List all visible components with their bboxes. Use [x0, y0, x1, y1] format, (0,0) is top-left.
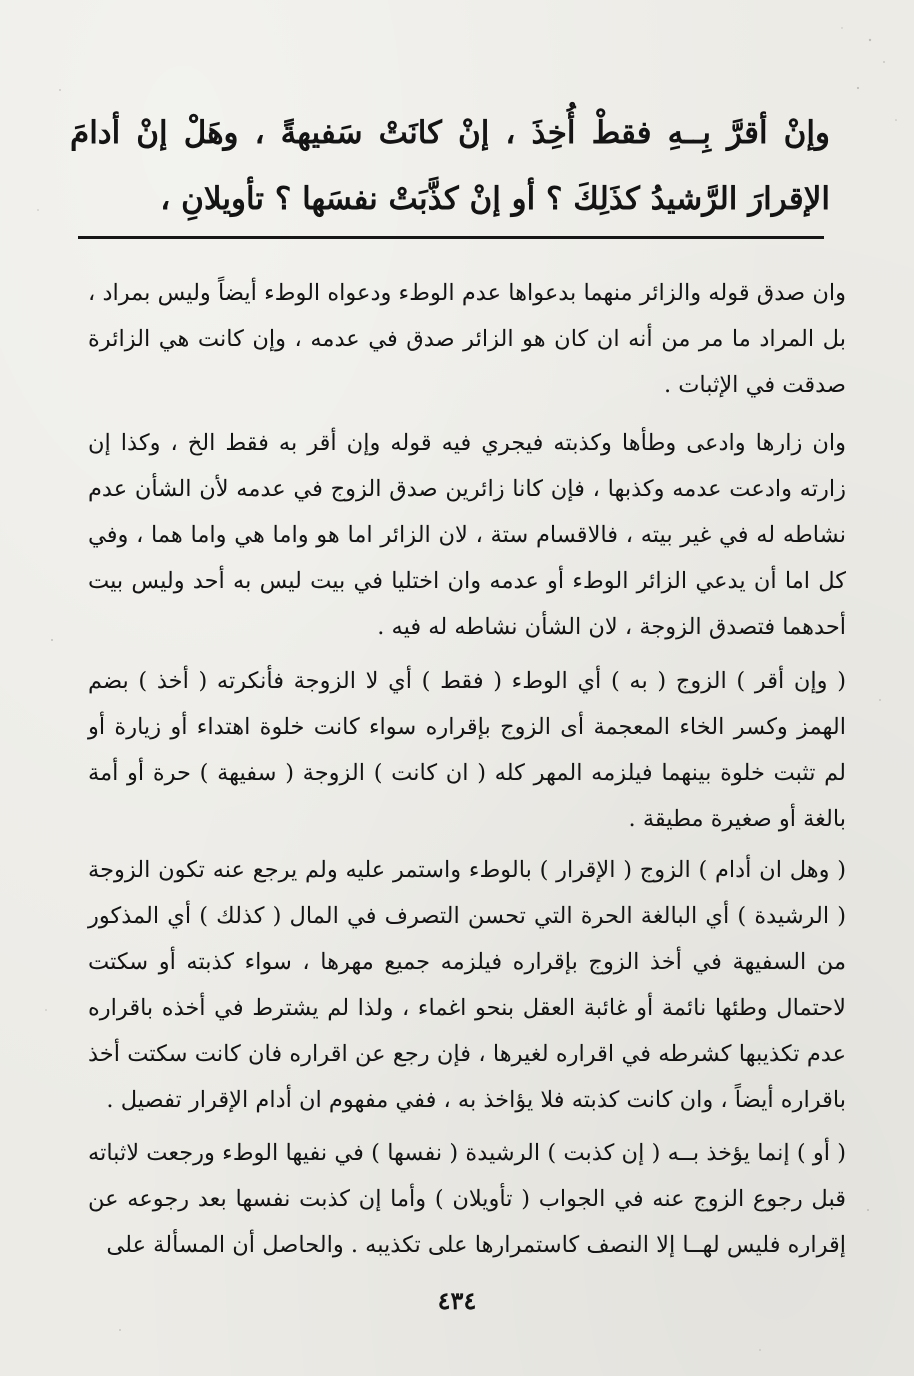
- horizontal-rule: [78, 236, 824, 239]
- commentary-paragraph: وان زارها وادعى وطأها وكذبته فيجري فيه قوله وإن أقر به فقط الخ ، وكذا إن زارته وادعت عدمه وكذبها ، فإن كانا زائرين صدق الزوج في عدمه لأن الشأن عدم نشاطه له في غير بيته ، فالاقسام ستة ، لان الزائر اما هو واما هي واما هما ، وفي كل اما أن يدعي الزائر الوطء أو عدمه وان اختليا في بيت ليس به أحد وليس بيت أحدهما فتصدق الزوجة ، لان الشأن نشاطه له فيه .: [88, 430, 846, 640]
- commentary-paragraph: ( وإن أقر ) الزوج ( به ) أي الوطء ( فقط ) أي لا الزوجة فأنكرته ( أخذ ) بضم الهمز وكسر الخاء المعجمة أى الزوج بإقراره سواء كانت خلوة اهتداء أو زيارة أو لم تثبت خلوة بينهما فيلزمه المهر كله ( ان كانت ) الزوجة ( سفيهة ) حرة أو أمة بالغة أو صغيرة مطيقة .: [88, 668, 846, 832]
- commentary-paragraph: ( أو ) إنما يؤخذ بــه ( إن كذبت ) الرشيدة ( نفسها ) في نفيها الوطء ورجعت لاثباته قبل رجوع الزوج عنه في الجواب ( تأويلان ) وأما إن كذبت نفسها بعد رجوعه عن إقراره فليس لهــا إلا النصف كاستمرارها على تكذيبه . والحاصل أن المسألة على: [88, 1140, 846, 1258]
- commentary-paragraph: ( وهل ان أدام ) الزوج ( الإقرار ) بالوطء واستمر عليه ولم يرجع عنه تكون الزوجة ( الرشيدة ) أي البالغة الحرة التي تحسن التصرف في المال ( كذلك ) أي المذكور من السفيهة في أخذ الزوج بإقراره فيلزمه جميع مهرها ، سواء كذبته أو سكتت لاحتمال وطئها نائمة أو غائبة العقل بنحو اغماء ، ولذا لم يشترط في أخذه باقراره عدم تكذيبها كشرطه في اقراره لغيرها ، فإن رجع عن اقراره فان كانت سكتت أخذ باقراره أيضاً ، وان كانت كذبته فلا يؤاخذ به ، ففي مفهوم ان أدام الإقرار تفصيل .: [88, 857, 846, 1113]
- page-number: ٤٣٤: [437, 1286, 477, 1315]
- commentary-paragraph: وان صدق قوله والزائر منهما بدعواها عدم الوطء ودعواه الوطء أيضاً وليس بمراد ، بل المراد ما مر من أنه ان كان هو الزائر صدق في عدمه ، وإن كانت هي الزائرة صدقت في الإثبات .: [88, 280, 846, 398]
- matn-text: وإنْ أقرَّ بِــهِ فقطْ أُخِذَ ، إنْ كانَتْ سَفيهةً ، وهَلْ إنْ أدامَ الإقرارَ الرَّشيدُ كذَلِكَ ؟ أو إنْ كذَّبَتْ نفسَها ؟ تأويلانِ ،: [70, 115, 830, 217]
